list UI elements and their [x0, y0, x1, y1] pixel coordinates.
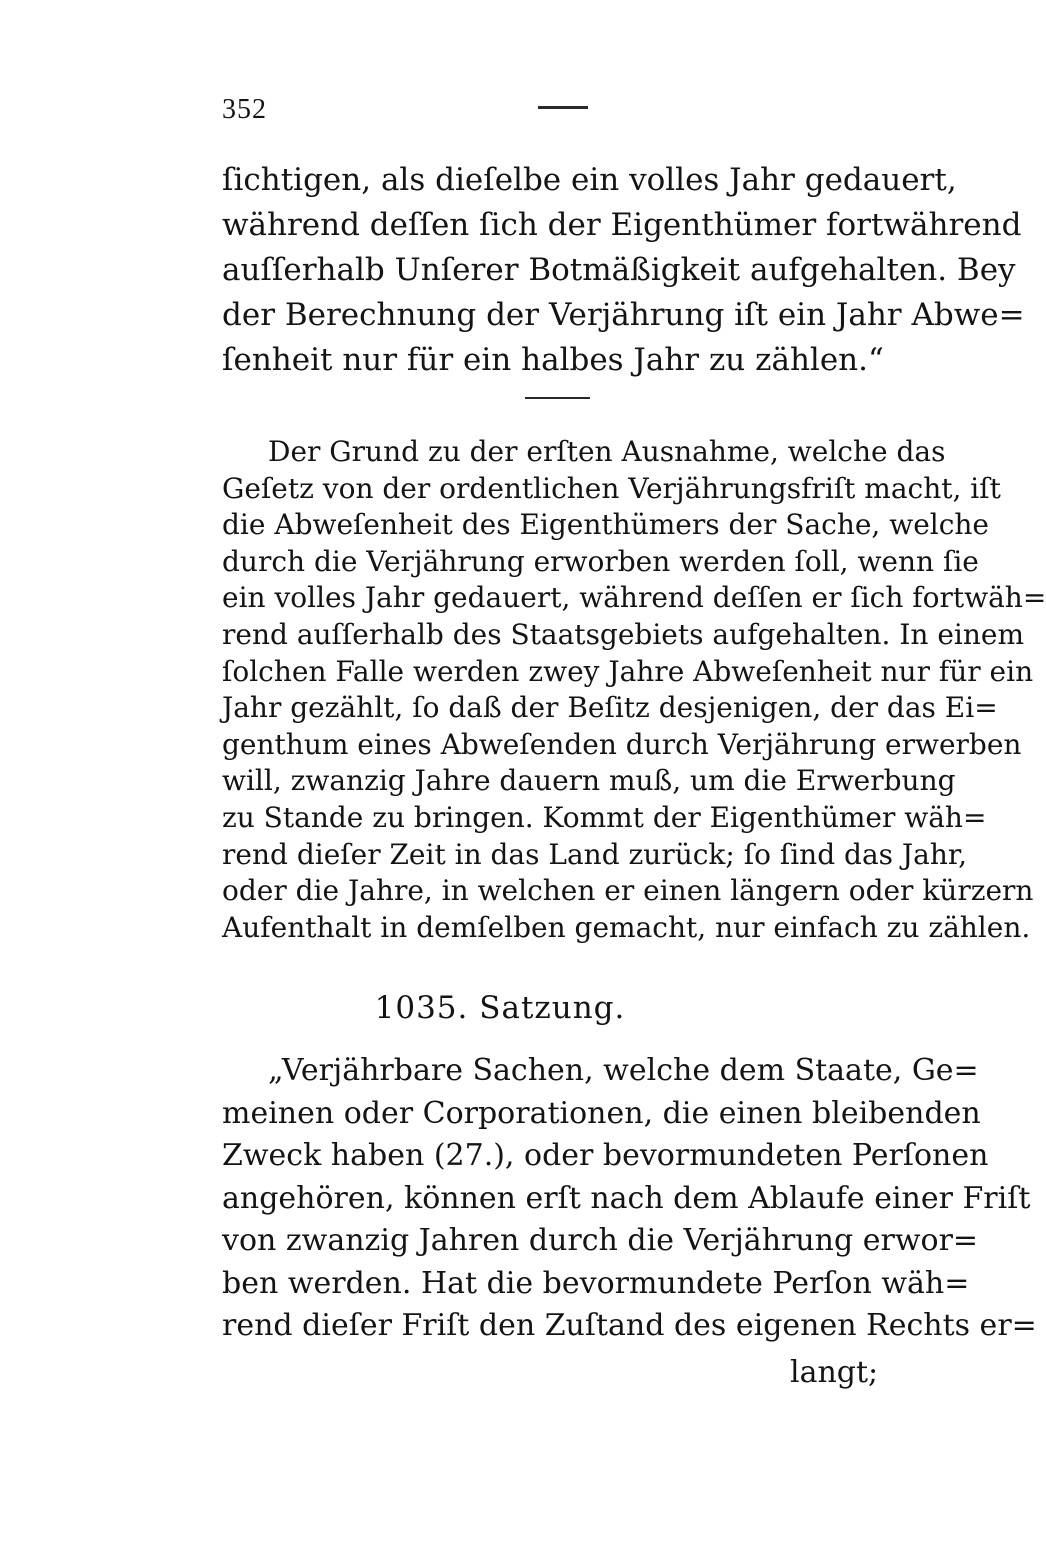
text-line: Aufenthalt in demſelben gemacht, nur einfach zu zählen.	[222, 910, 1031, 944]
page-number: 352	[222, 94, 267, 125]
text-line: während deſſen ſich der Eigenthümer fortwährend	[222, 207, 1022, 243]
text-line: „Verjährbare Sachen, welche dem Staate, Ge=	[268, 1053, 979, 1088]
text-line: ſenheit nur für ein halbes Jahr zu zählen.“	[222, 342, 884, 378]
text-line: Geſetz von der ordentlichen Verjährungsfriſt macht, iſt	[222, 471, 1001, 505]
text-line: oder die Jahre, in welchen er einen längern oder kürzern	[222, 874, 1034, 908]
text-line: genthum eines Abweſenden durch Verjährung erwerben	[222, 727, 1022, 761]
text-line: Der Grund zu der erſten Ausnahme, welche das	[268, 435, 946, 468]
text-line: auſſerhalb Unſerer Botmäßigkeit aufgehalten. Bey	[222, 252, 1016, 288]
text-line: angehören, können erſt nach dem Ablaufe einer Friſt	[222, 1180, 1031, 1216]
text-line: zu Stande zu bringen. Kommt der Eigenthümer wäh=	[222, 800, 987, 834]
section-heading	[0, 990, 1000, 1026]
header-ornament	[538, 106, 588, 109]
text-line: ben werden. Hat die bevormundete Perſon wäh=	[222, 1265, 970, 1301]
text-line: Zweck haben (27.), oder bevormundeten Perſonen	[222, 1138, 989, 1173]
text-line: ein volles Jahr gedauert, während deſſen er ſich fortwäh=	[222, 581, 1046, 615]
continued-paragraph	[222, 158, 1025, 383]
section-divider	[525, 397, 590, 399]
statute-paragraph	[222, 1050, 1037, 1348]
text-line: ſolchen Falle werden zwey Jahre Abweſenheit nur für ein	[222, 654, 1034, 688]
catchword: langt;	[790, 1355, 879, 1390]
text-line: Jahr gezählt, ſo daß der Beſitz desjenigen, der das Ei=	[222, 691, 998, 725]
section-heading-text: 1035. Satzung.	[374, 990, 626, 1026]
text-line: der Berechnung der Verjährung iſt ein Jahr Abwe=	[222, 297, 1025, 333]
text-line: ſichtigen, als dieſelbe ein volles Jahr gedauert,	[222, 162, 957, 198]
text-line: rend dieſer Friſt den Zuſtand des eigenen Rechts er=	[222, 1308, 1037, 1343]
text-line: durch die Verjährung erworben werden ſoll, wenn ſie	[222, 544, 979, 578]
text-line: meinen oder Corporationen, die einen bleibenden	[222, 1095, 981, 1131]
text-line: die Abweſenheit des Eigenthümers der Sache, welche	[222, 508, 990, 542]
commentary-paragraph	[222, 434, 1046, 946]
text-line: rend dieſer Zeit in das Land zurück; ſo ſind das Jahr,	[222, 837, 968, 871]
text-line: will, zwanzig Jahre dauern muß, um die Erwerbung	[222, 764, 956, 798]
text-line: rend auſſerhalb des Staatsgebiets aufgehalten. In einem	[222, 617, 1024, 651]
text-line: von zwanzig Jahren durch die Verjährung erwor=	[222, 1223, 979, 1258]
